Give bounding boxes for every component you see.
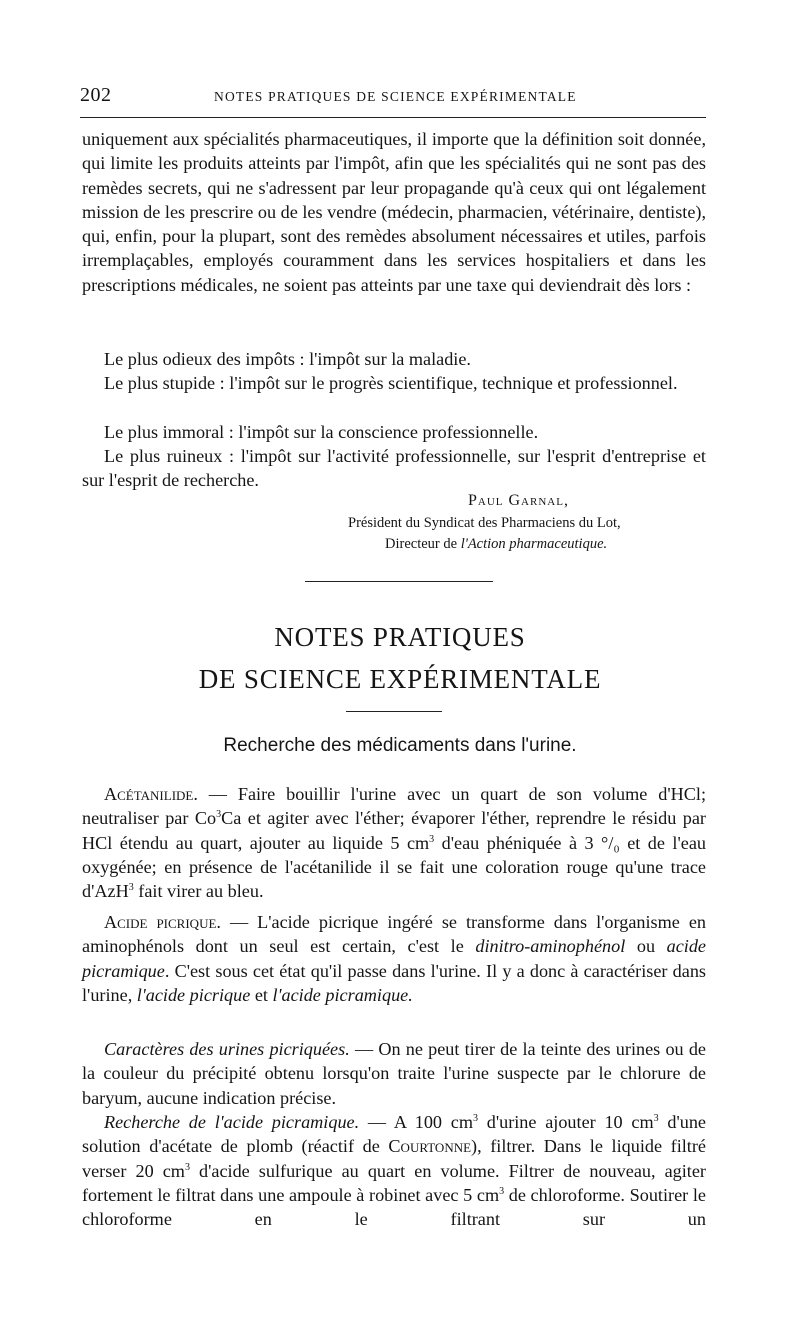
recherche-sup-1: 3 — [472, 1113, 478, 1124]
acetanilide-sup-2: 3 — [429, 833, 435, 845]
caracteres-heading: Caractères des urines picriquées. — [104, 1039, 350, 1059]
page-number: 202 — [80, 84, 112, 106]
signature-journal: l'Action pharmaceutique. — [460, 536, 608, 552]
paragraph-ruineux: Le plus ruineux : l'impôt sur l'activité professionnelle, sur l'esprit d'entreprise et sur l'esprit de recherche. — [82, 446, 706, 491]
acetanilide-text-4: fait virer au bleu. — [133, 881, 264, 902]
recherche-text-2: d'urine ajouter 10 cm — [477, 1112, 654, 1132]
header-rule — [80, 117, 706, 118]
paragraph-odieux: Le plus odieux des impôts : l'impôt sur la maladie. — [104, 349, 471, 369]
recherche-heading: Recherche de l'acide picramique. — [104, 1112, 360, 1132]
section-separator — [305, 581, 493, 582]
recherche-sup-4: 3 — [499, 1185, 505, 1197]
paragraph-specialites: uniquement aux spécialités pharmaceutiques, il importe que la définition soit donnée, qui limite les produits atteints par l'impôt, afin que les spécialités qui ne sont pas des remèdes secrets, qui ne s'adressent par leur propagande qu'à ceux qui ont légalement mission de les prescrire ou de les vendre (médecin, pharmacien, vétérinaire, dentiste), qui, enfin, pour la plupart, sont des remèdes absolument nécessaires et utiles, parfois irremplaçables, employés couramment dans les services hospitaliers et dans les prescriptions médicales, ne soient pas atteints par une taxe qui deviendrait dès lors : — [82, 129, 706, 295]
section-title-line-1: NOTES PRATIQUES — [274, 622, 526, 652]
recherche-sup-3: 3 — [184, 1161, 190, 1173]
signature-role — [385, 536, 607, 553]
signature-title: Président du Syndicat des Pharmaciens du Lot, — [348, 515, 621, 531]
acide-picrique-italic-1: dinitro-aminophénol — [475, 936, 626, 957]
paragraph-acide-picrique — [82, 910, 706, 1007]
signature-role-prefix: Directeur de — [385, 536, 461, 552]
acetanilide-text-3: d'eau phéniquée à 3 °/₀ et de l'eau oxygénée; en présence de l'acétanilide il se fait une coloration rouge qu'une trace d'AzH — [82, 832, 707, 902]
acide-picrique-italic-2: acide picramique — [82, 936, 706, 981]
recherche-text-1: — A 100 cm — [359, 1112, 473, 1132]
paragraph-recherche — [82, 1110, 706, 1231]
acetanilide-label: Acétanilide. — [104, 784, 198, 804]
recherche-courtonne: Courtonne — [388, 1136, 472, 1157]
recherche-text-4: ), filtrer. Dans le liquide filtré verser 20 cm — [82, 1136, 706, 1181]
recherche-sup-2: 3 — [653, 1113, 659, 1124]
acide-picrique-text-2: ou — [625, 936, 667, 957]
acetanilide-sup-3: 3 — [128, 882, 134, 894]
paragraph-immoral: Le plus immoral : l'impôt sur la conscience professionnelle. — [104, 422, 539, 442]
section-subtitle: Recherche des médicaments dans l'urine. — [223, 735, 577, 756]
acide-picrique-italic-3: l'acide picrique — [136, 984, 251, 1005]
acetanilide-text-1: — Faire bouillir l'urine avec un quart de son volume d'HCl; neutraliser par Co — [82, 784, 706, 829]
signature-name: Paul Garnal, — [468, 492, 569, 509]
paragraph-stupide: Le plus stupide : l'impôt sur le progrès scientifique, technique et professionnel. — [104, 373, 678, 393]
recherche-text-5: d'acide sulfurique au quart en volume. Filtrer de nouveau, agiter fortement le filtrat dans une ampoule à robinet avec 5 cm — [82, 1160, 706, 1205]
acide-picrique-text-1: — L'acide picrique ingéré se transforme dans l'organisme en aminophénols dont un seul est certain, c'est le — [82, 912, 706, 957]
acide-picrique-italic-4: l'acide picramique. — [272, 984, 413, 1005]
acide-picrique-label: Acide picrique. — [104, 912, 221, 932]
acetanilide-text-2: Ca et agiter avec l'éther; évaporer l'éther, reprendre le résidu par HCl étendu au quart, ajouter au liquide 5 cm — [82, 808, 706, 853]
caracteres-text: — On ne peut tirer de la teinte des urines ou de la couleur du précipité obtenu lorsqu'on traite l'urine suspecte par le chlorure de baryum, aucune indication précise. — [82, 1039, 706, 1108]
section-title-line-2: DE SCIENCE EXPÉRIMENTALE — [198, 664, 602, 694]
paragraph-caracteres — [82, 1037, 706, 1110]
acide-picrique-text-3: . C'est sous cet état qu'il passe dans l'urine. Il y a donc à caractériser dans l'urine, — [82, 960, 706, 1005]
acetanilide-sup-1: 3 — [216, 809, 222, 821]
recherche-text-6: de chloroforme. Soutirer le chloroforme en le filtrant sur un — [82, 1184, 706, 1230]
recherche-text-3: d'une solution d'acétate de plomb (réactif de — [82, 1112, 706, 1157]
paragraph-acetanilide — [82, 782, 706, 903]
page-header — [80, 84, 706, 110]
acide-picrique-text-4: et — [250, 984, 273, 1005]
running-head: NOTES PRATIQUES DE SCIENCE EXPÉRIMENTALE — [214, 89, 577, 104]
title-rule — [346, 711, 442, 712]
